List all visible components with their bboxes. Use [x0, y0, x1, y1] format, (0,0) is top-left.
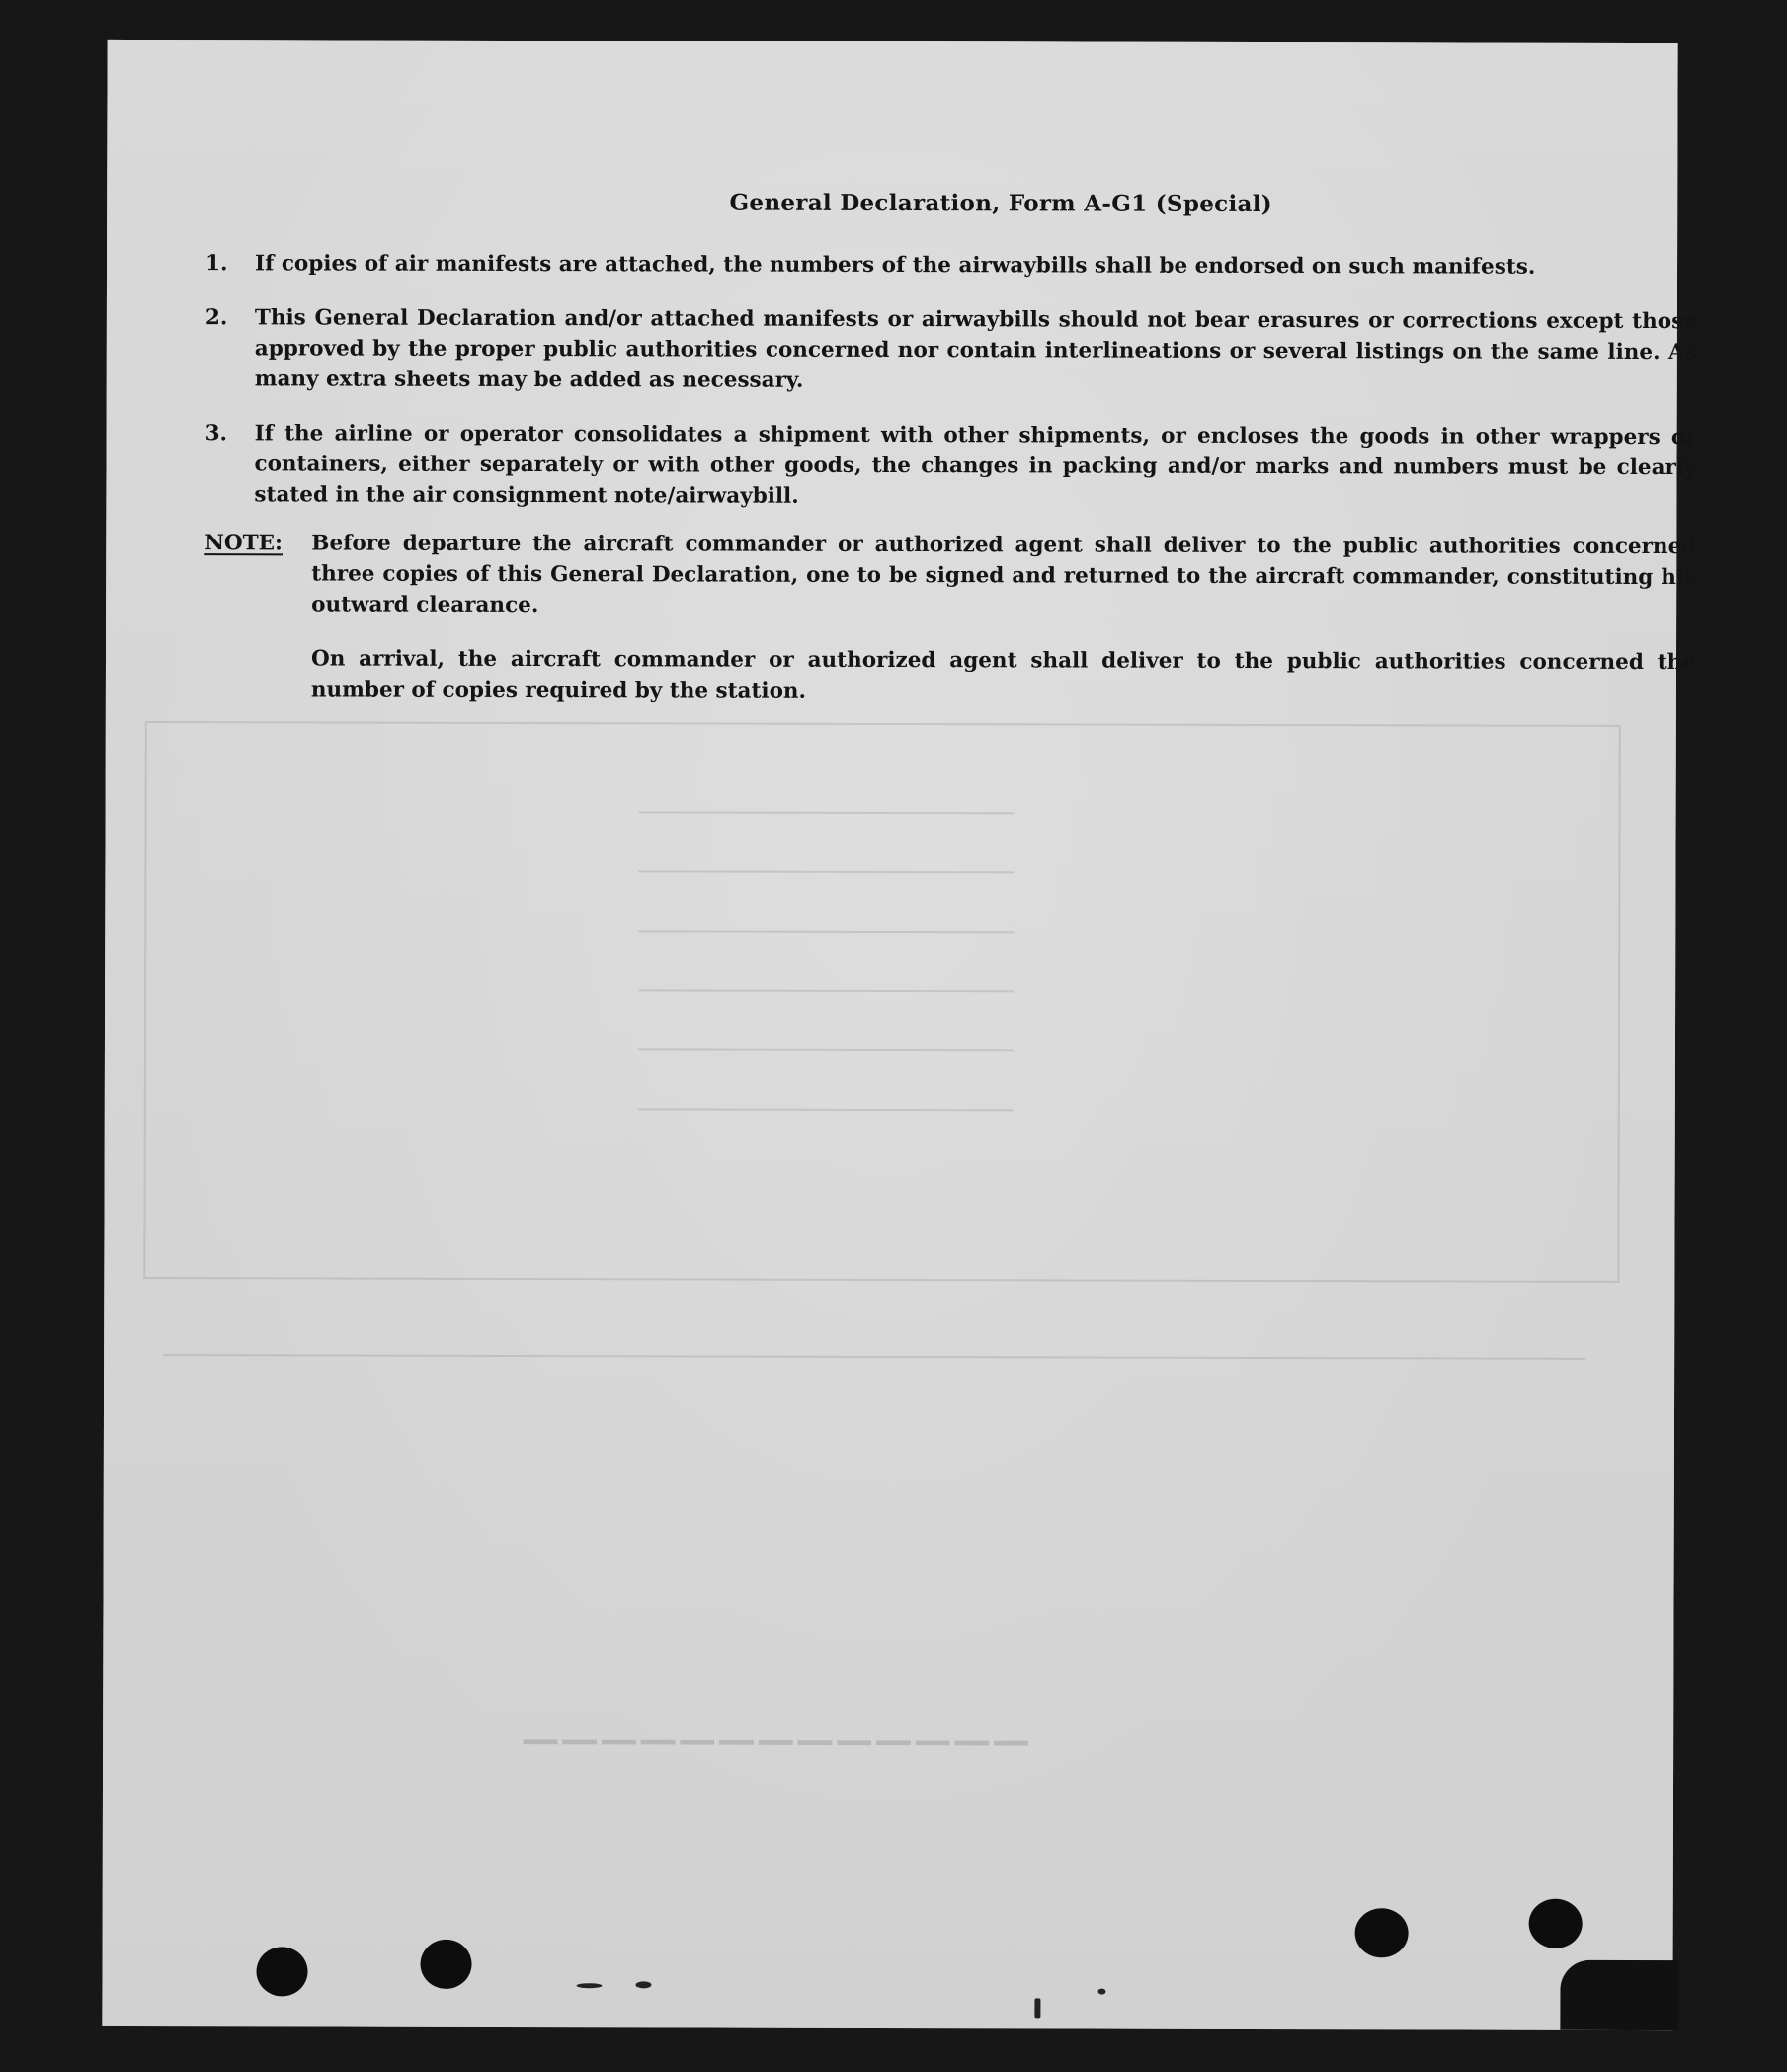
note-paragraph: Before departure the aircraft commander or authorized agent shall deliver to the public authorities concerned three copies of this General Declaration, one to be signed and returned to the aircraft commander, constituting his outward clearance. [311, 531, 1697, 619]
bleed-through-rule [163, 1354, 1585, 1360]
punch-hole [1529, 1899, 1583, 1948]
note-section [204, 528, 1697, 732]
note-paragraph: On arrival, the aircraft commander or authorized agent shall deliver to the public authorities concerned the number of copies required by the station. [310, 646, 1697, 704]
note-label: NOTE: [204, 531, 284, 556]
punch-hole [1355, 1908, 1409, 1957]
punch-hole [420, 1940, 471, 1989]
speck [1034, 1998, 1040, 2018]
speck [1097, 1989, 1105, 1995]
torn-corner [1560, 1960, 1678, 2030]
declaration-instructions [204, 188, 1697, 732]
punch-hole [256, 1947, 307, 1996]
speck [635, 1981, 651, 1988]
bleed-through-heading: ───────────── [518, 1710, 1028, 1777]
instruction-item [205, 248, 1697, 283]
item-text: This General Declaration and/or attached manifests or airwaybills should not bear erasures or corrections except those approved by the proper public authorities concerned nor contain interlineations or several listings on the same line. As many extra sheets may be added as necessary. [254, 305, 1697, 393]
note-body [311, 528, 1697, 732]
item-text: If the airline or operator consolidates a shipment with other shipments, or encloses the goods in other wrappers or containers, either separately or with other goods, the changes in packing and/or marks and numbers must be clearly stated in the air consignment note/airwaybill. [254, 421, 1697, 509]
item-number: 3. [204, 421, 228, 447]
item-number: 2. [204, 305, 228, 331]
instruction-item [204, 418, 1696, 514]
document-page [102, 40, 1697, 2030]
document-title: General Declaration, Form A-G1 (Special) [729, 189, 1272, 218]
item-number: 1. [205, 251, 228, 277]
bleed-through-table [143, 721, 1620, 1283]
item-text: If copies of air manifests are attached, the numbers of the airwaybills shall be endorsed on such manifests. [255, 251, 1536, 280]
speck [576, 1983, 602, 1988]
instruction-item [205, 302, 1697, 398]
